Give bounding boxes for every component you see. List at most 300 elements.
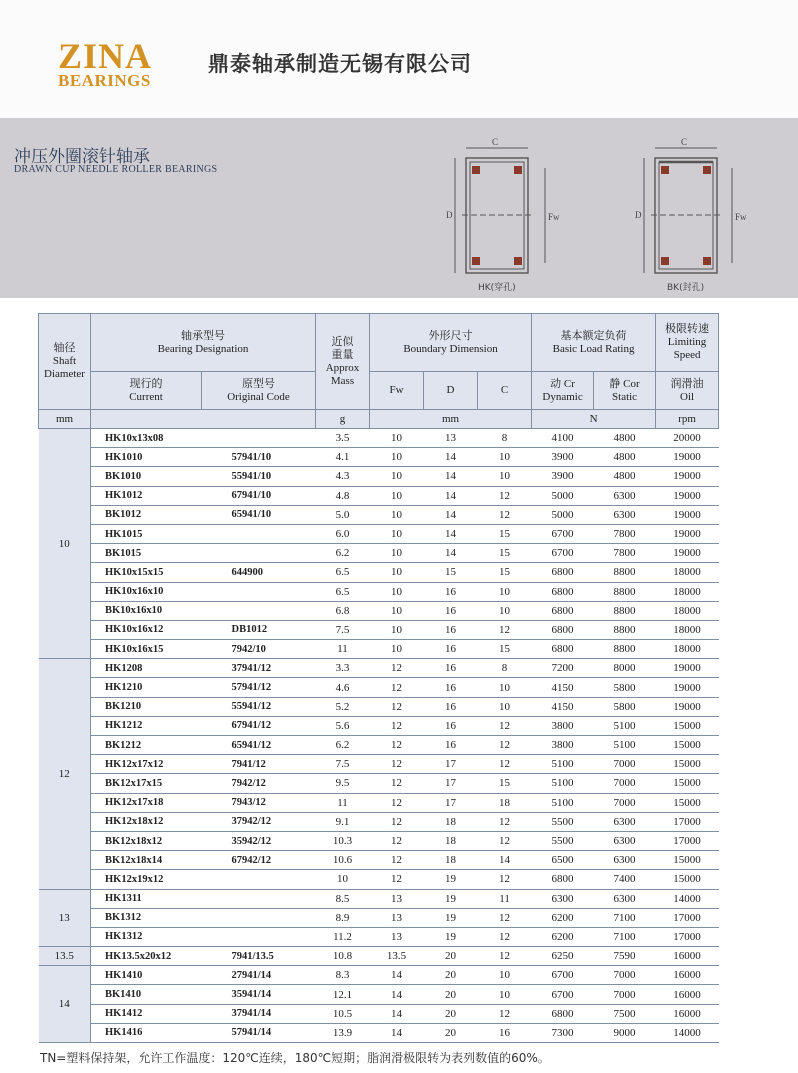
table-row — [39, 448, 719, 467]
mass-cell: 10.8 — [316, 947, 370, 966]
original-code-cell: 27941/14 — [202, 966, 316, 985]
fw-cell: 14 — [370, 966, 424, 985]
header-boundary — [370, 314, 532, 372]
static-load-cell: 7000 — [594, 774, 656, 793]
mass-cell: 13.9 — [316, 1023, 370, 1042]
fw-cell: 10 — [370, 486, 424, 505]
limiting-speed-cell: 19000 — [656, 544, 719, 563]
mass-cell: 6.2 — [316, 544, 370, 563]
c-cell: 10 — [478, 678, 532, 697]
limiting-speed-cell: 18000 — [656, 563, 719, 582]
table-row — [39, 831, 719, 850]
c-cell: 12 — [478, 620, 532, 639]
header-designation-cn: 轴承型号 — [181, 329, 225, 342]
unit-designation — [91, 410, 316, 429]
header-d: D — [424, 372, 478, 410]
mass-cell: 6.5 — [316, 563, 370, 582]
original-code-cell — [202, 601, 316, 620]
d-cell: 18 — [424, 812, 478, 831]
current-code-cell: BK12x18x14 — [91, 851, 202, 870]
current-code-cell: BK1210 — [91, 697, 202, 716]
limiting-speed-cell: 17000 — [656, 812, 719, 831]
current-code-cell: HK10x13x08 — [91, 429, 202, 448]
current-code-cell: BK12x17x15 — [91, 774, 202, 793]
shaft-diameter-cell: 14 — [39, 966, 91, 1043]
company-name: 鼎泰轴承制造无锡有限公司 — [208, 52, 472, 76]
limiting-speed-cell: 18000 — [656, 582, 719, 601]
dynamic-load-cell: 6800 — [532, 582, 594, 601]
c-cell: 16 — [478, 1023, 532, 1042]
static-load-cell: 7000 — [594, 755, 656, 774]
dynamic-load-cell: 5100 — [532, 755, 594, 774]
header-boundary-en: Boundary Dimension — [403, 342, 498, 355]
current-code-cell: HK1210 — [91, 678, 202, 697]
dynamic-load-cell: 5000 — [532, 505, 594, 524]
d-cell: 19 — [424, 908, 478, 927]
original-code-cell — [202, 544, 316, 563]
shaft-diameter-cell: 13 — [39, 889, 91, 947]
hk-dim-c: C — [492, 137, 499, 147]
c-cell: 8 — [478, 429, 532, 448]
c-cell: 10 — [478, 467, 532, 486]
fw-cell: 10 — [370, 601, 424, 620]
mass-cell: 10.3 — [316, 831, 370, 850]
c-cell: 15 — [478, 640, 532, 659]
original-code-cell: 67941/10 — [202, 486, 316, 505]
header-dynamic-en: Dynamic — [542, 390, 583, 403]
static-load-cell: 7400 — [594, 870, 656, 889]
header-original-en: Original Code — [227, 390, 290, 403]
fw-cell: 12 — [370, 774, 424, 793]
limiting-speed-cell: 19000 — [656, 486, 719, 505]
fw-cell: 14 — [370, 1004, 424, 1023]
static-load-cell: 6300 — [594, 812, 656, 831]
static-load-cell: 4800 — [594, 429, 656, 448]
table-row — [39, 544, 719, 563]
section-title-cn: 冲压外圈滚针轴承 — [14, 147, 150, 167]
limiting-speed-cell: 16000 — [656, 947, 719, 966]
fw-cell: 14 — [370, 985, 424, 1004]
mass-cell: 3.5 — [316, 429, 370, 448]
header-shaft — [39, 314, 91, 410]
dynamic-load-cell: 3800 — [532, 736, 594, 755]
original-code-cell — [202, 429, 316, 448]
mass-cell: 4.8 — [316, 486, 370, 505]
header-current-cn: 现行的 — [129, 377, 163, 390]
header-current — [91, 372, 202, 410]
current-code-cell: BK1410 — [91, 985, 202, 1004]
current-code-cell: HK1311 — [91, 889, 202, 908]
bk-diagram — [635, 137, 747, 293]
current-code-cell: BK1015 — [91, 544, 202, 563]
original-code-cell — [202, 889, 316, 908]
header-mass — [316, 314, 370, 410]
table-row — [39, 486, 719, 505]
unit-speed: rpm — [656, 410, 719, 429]
table-row — [39, 908, 719, 927]
current-code-cell: HK12x17x12 — [91, 755, 202, 774]
header-shaft-en2: Diameter — [44, 368, 85, 380]
c-cell: 12 — [478, 755, 532, 774]
current-code-cell: HK1010 — [91, 448, 202, 467]
static-load-cell: 5800 — [594, 697, 656, 716]
current-code-cell: HK12x19x12 — [91, 870, 202, 889]
original-code-cell: 57941/14 — [202, 1023, 316, 1042]
d-cell: 17 — [424, 774, 478, 793]
header-speed-en1: Limiting — [667, 336, 707, 348]
unit-shaft: mm — [39, 410, 91, 429]
c-cell: 12 — [478, 908, 532, 927]
c-cell: 18 — [478, 793, 532, 812]
fw-cell: 10 — [370, 582, 424, 601]
fw-cell: 12 — [370, 736, 424, 755]
d-cell: 16 — [424, 697, 478, 716]
dynamic-load-cell: 6800 — [532, 1004, 594, 1023]
mass-cell: 3.3 — [316, 659, 370, 678]
c-cell: 10 — [478, 966, 532, 985]
bk-dim-c: C — [681, 137, 688, 147]
fw-cell: 12 — [370, 716, 424, 735]
mass-cell: 10.5 — [316, 1004, 370, 1023]
current-code-cell: HK10x16x15 — [91, 640, 202, 659]
current-code-cell: HK10x15x15 — [91, 563, 202, 582]
mass-cell: 6.0 — [316, 524, 370, 543]
limiting-speed-cell: 19000 — [656, 505, 719, 524]
dynamic-load-cell: 6800 — [532, 563, 594, 582]
current-code-cell: HK12x18x12 — [91, 812, 202, 831]
table-row — [39, 563, 719, 582]
current-code-cell: HK1412 — [91, 1004, 202, 1023]
c-cell: 12 — [478, 927, 532, 946]
header-static-en: Static — [612, 390, 638, 403]
current-code-cell: HK13.5x20x12 — [91, 947, 202, 966]
fw-cell: 12 — [370, 697, 424, 716]
header-static-cn: 静 Cor — [609, 377, 640, 390]
logo-word: ZINA — [58, 36, 153, 76]
dynamic-load-cell: 5100 — [532, 793, 594, 812]
static-load-cell: 7800 — [594, 544, 656, 563]
mass-cell: 4.3 — [316, 467, 370, 486]
dynamic-load-cell: 6250 — [532, 947, 594, 966]
limiting-speed-cell: 15000 — [656, 716, 719, 735]
hk-label: HK(穿孔) — [478, 283, 516, 293]
table-row — [39, 524, 719, 543]
c-cell: 15 — [478, 563, 532, 582]
unit-dims: mm — [370, 410, 532, 429]
c-cell: 12 — [478, 736, 532, 755]
bearing-diagrams — [0, 118, 798, 298]
table-row — [39, 505, 719, 524]
mass-cell: 4.1 — [316, 448, 370, 467]
fw-cell: 10 — [370, 505, 424, 524]
table-row — [39, 697, 719, 716]
header-fw: Fw — [370, 372, 424, 410]
header-mass-en2: Mass — [330, 374, 355, 387]
bearing-table-wrap — [38, 313, 718, 1043]
section-banner — [0, 118, 798, 298]
current-code-cell: BK1012 — [91, 505, 202, 524]
brand-logo — [58, 36, 168, 90]
mass-cell: 8.3 — [316, 966, 370, 985]
table-row — [39, 620, 719, 639]
limiting-speed-cell: 19000 — [656, 524, 719, 543]
dynamic-load-cell: 6800 — [532, 640, 594, 659]
static-load-cell: 7800 — [594, 524, 656, 543]
original-code-cell: 67941/12 — [202, 716, 316, 735]
header-load-en: Basic Load Rating — [552, 342, 635, 355]
mass-cell: 6.5 — [316, 582, 370, 601]
fw-cell: 10 — [370, 640, 424, 659]
dynamic-load-cell: 5000 — [532, 486, 594, 505]
c-cell: 12 — [478, 831, 532, 850]
static-load-cell: 6300 — [594, 486, 656, 505]
original-code-cell: 67942/12 — [202, 851, 316, 870]
page-header — [0, 0, 798, 118]
d-cell: 19 — [424, 927, 478, 946]
c-cell: 12 — [478, 716, 532, 735]
c-cell: 10 — [478, 985, 532, 1004]
d-cell: 16 — [424, 640, 478, 659]
mass-cell: 9.1 — [316, 812, 370, 831]
c-cell: 12 — [478, 947, 532, 966]
mass-cell: 8.5 — [316, 889, 370, 908]
d-cell: 14 — [424, 505, 478, 524]
limiting-speed-cell: 15000 — [656, 851, 719, 870]
fw-cell: 10 — [370, 524, 424, 543]
original-code-cell: 65941/12 — [202, 736, 316, 755]
header-load — [532, 314, 656, 372]
static-load-cell: 8000 — [594, 659, 656, 678]
limiting-speed-cell: 18000 — [656, 640, 719, 659]
dynamic-load-cell: 6700 — [532, 985, 594, 1004]
d-cell: 16 — [424, 582, 478, 601]
current-code-cell: HK1012 — [91, 486, 202, 505]
hk-dim-d: D — [446, 210, 453, 220]
dynamic-load-cell: 6200 — [532, 927, 594, 946]
fw-cell: 12 — [370, 678, 424, 697]
fw-cell: 12 — [370, 870, 424, 889]
d-cell: 14 — [424, 448, 478, 467]
original-code-cell: 37942/12 — [202, 812, 316, 831]
table-row — [39, 793, 719, 812]
d-cell: 19 — [424, 870, 478, 889]
dynamic-load-cell: 7200 — [532, 659, 594, 678]
original-code-cell — [202, 927, 316, 946]
limiting-speed-cell: 19000 — [656, 659, 719, 678]
table-row — [39, 582, 719, 601]
original-code-cell — [202, 582, 316, 601]
c-cell: 11 — [478, 889, 532, 908]
header-mass-cn2: 重量 — [331, 348, 354, 361]
static-load-cell: 6300 — [594, 831, 656, 850]
table-row — [39, 985, 719, 1004]
mass-cell: 8.9 — [316, 908, 370, 927]
mass-cell: 11 — [316, 793, 370, 812]
fw-cell: 10 — [370, 563, 424, 582]
bk-dim-d: D — [635, 210, 642, 220]
header-original-cn: 原型号 — [242, 377, 275, 390]
original-code-cell: 7942/10 — [202, 640, 316, 659]
original-code-cell: 55941/10 — [202, 467, 316, 486]
header-shaft-en1: Shaft — [52, 355, 77, 367]
dynamic-load-cell: 6800 — [532, 870, 594, 889]
dynamic-load-cell: 6300 — [532, 889, 594, 908]
mass-cell: 5.0 — [316, 505, 370, 524]
table-row — [39, 927, 719, 946]
current-code-cell: HK1208 — [91, 659, 202, 678]
d-cell: 13 — [424, 429, 478, 448]
original-code-cell: 644900 — [202, 563, 316, 582]
limiting-speed-cell: 18000 — [656, 601, 719, 620]
header-dynamic-cn: 动 Cr — [550, 377, 575, 390]
header-c: C — [478, 372, 532, 410]
d-cell: 16 — [424, 620, 478, 639]
limiting-speed-cell: 17000 — [656, 831, 719, 850]
table-row — [39, 467, 719, 486]
fw-cell: 12 — [370, 831, 424, 850]
c-cell: 8 — [478, 659, 532, 678]
table-row — [39, 870, 719, 889]
current-code-cell: HK10x16x12 — [91, 620, 202, 639]
fw-cell: 12 — [370, 659, 424, 678]
fw-cell: 13 — [370, 908, 424, 927]
c-cell: 15 — [478, 524, 532, 543]
dynamic-load-cell: 5500 — [532, 831, 594, 850]
d-cell: 17 — [424, 793, 478, 812]
table-row — [39, 851, 719, 870]
hk-diagram — [446, 137, 560, 293]
current-code-cell: BK1212 — [91, 736, 202, 755]
c-cell: 10 — [478, 448, 532, 467]
d-cell: 16 — [424, 716, 478, 735]
static-load-cell: 6300 — [594, 505, 656, 524]
footnote: TN=塑料保持架，允许工作温度：120℃连续，180℃短期；脂润滑极限转为表列数值的60%。 — [40, 1051, 550, 1065]
dynamic-load-cell: 4150 — [532, 678, 594, 697]
static-load-cell: 7000 — [594, 966, 656, 985]
static-load-cell: 7000 — [594, 985, 656, 1004]
d-cell: 18 — [424, 831, 478, 850]
limiting-speed-cell: 20000 — [656, 429, 719, 448]
fw-cell: 14 — [370, 1023, 424, 1042]
table-row — [39, 429, 719, 448]
mass-cell: 11.2 — [316, 927, 370, 946]
fw-cell: 10 — [370, 467, 424, 486]
c-cell: 15 — [478, 544, 532, 563]
d-cell: 14 — [424, 486, 478, 505]
mass-cell: 10.6 — [316, 851, 370, 870]
fw-cell: 13 — [370, 889, 424, 908]
fw-cell: 10 — [370, 544, 424, 563]
d-cell: 14 — [424, 544, 478, 563]
fw-cell: 13 — [370, 927, 424, 946]
table-row — [39, 1023, 719, 1042]
static-load-cell: 7000 — [594, 793, 656, 812]
header-load-cn: 基本额定负荷 — [560, 329, 627, 342]
dynamic-load-cell: 3900 — [532, 448, 594, 467]
limiting-speed-cell: 15000 — [656, 793, 719, 812]
fw-cell: 12 — [370, 755, 424, 774]
limiting-speed-cell: 18000 — [656, 620, 719, 639]
c-cell: 15 — [478, 774, 532, 793]
header-dynamic — [532, 372, 594, 410]
current-code-cell: BK12x18x12 — [91, 831, 202, 850]
original-code-cell — [202, 870, 316, 889]
c-cell: 10 — [478, 697, 532, 716]
mass-cell: 9.5 — [316, 774, 370, 793]
limiting-speed-cell: 19000 — [656, 467, 719, 486]
limiting-speed-cell: 15000 — [656, 870, 719, 889]
bk-dim-fw: Fw — [735, 212, 747, 222]
static-load-cell: 7590 — [594, 947, 656, 966]
original-code-cell — [202, 908, 316, 927]
dynamic-load-cell: 6200 — [532, 908, 594, 927]
limiting-speed-cell: 16000 — [656, 1004, 719, 1023]
header-speed-en2: Speed — [673, 349, 701, 361]
original-code-cell: 7941/13.5 — [202, 947, 316, 966]
dynamic-load-cell: 4100 — [532, 429, 594, 448]
mass-cell: 5.2 — [316, 697, 370, 716]
header-designation — [91, 314, 316, 372]
limiting-speed-cell: 17000 — [656, 908, 719, 927]
table-row — [39, 889, 719, 908]
unit-load: N — [532, 410, 656, 429]
static-load-cell: 9000 — [594, 1023, 656, 1042]
limiting-speed-cell: 19000 — [656, 697, 719, 716]
static-load-cell: 7100 — [594, 908, 656, 927]
bearing-table-body — [39, 429, 719, 1043]
section-title-en: DRAWN CUP NEEDLE ROLLER BEARINGS — [14, 164, 218, 175]
original-code-cell: 7942/12 — [202, 774, 316, 793]
units-row — [39, 410, 719, 429]
table-row — [39, 1004, 719, 1023]
header-shaft-cn: 轴径 — [53, 342, 76, 354]
static-load-cell: 7500 — [594, 1004, 656, 1023]
original-code-cell: 35941/14 — [202, 985, 316, 1004]
dynamic-load-cell: 6800 — [532, 620, 594, 639]
static-load-cell: 8800 — [594, 620, 656, 639]
logo-subword: BEARINGS — [58, 71, 151, 90]
original-code-cell: 57941/10 — [202, 448, 316, 467]
original-code-cell: DB1012 — [202, 620, 316, 639]
static-load-cell: 4800 — [594, 448, 656, 467]
header-oil-cn: 润滑油 — [670, 377, 704, 390]
d-cell: 14 — [424, 524, 478, 543]
limiting-speed-cell: 19000 — [656, 448, 719, 467]
table-row — [39, 640, 719, 659]
static-load-cell: 8800 — [594, 563, 656, 582]
mass-cell: 6.8 — [316, 601, 370, 620]
mass-cell: 7.5 — [316, 620, 370, 639]
current-code-cell: HK10x16x10 — [91, 582, 202, 601]
unit-mass: g — [316, 410, 370, 429]
limiting-speed-cell: 17000 — [656, 927, 719, 946]
original-code-cell: 37941/12 — [202, 659, 316, 678]
d-cell: 20 — [424, 966, 478, 985]
bearing-table — [38, 313, 719, 1043]
original-code-cell: 7941/12 — [202, 755, 316, 774]
current-code-cell: HK12x17x18 — [91, 793, 202, 812]
d-cell: 16 — [424, 736, 478, 755]
limiting-speed-cell: 14000 — [656, 889, 719, 908]
limiting-speed-cell: 14000 — [656, 1023, 719, 1042]
table-row — [39, 812, 719, 831]
static-load-cell: 5100 — [594, 716, 656, 735]
current-code-cell: BK10x16x10 — [91, 601, 202, 620]
limiting-speed-cell: 19000 — [656, 678, 719, 697]
current-code-cell: HK1212 — [91, 716, 202, 735]
c-cell: 12 — [478, 486, 532, 505]
original-code-cell: 55941/12 — [202, 697, 316, 716]
